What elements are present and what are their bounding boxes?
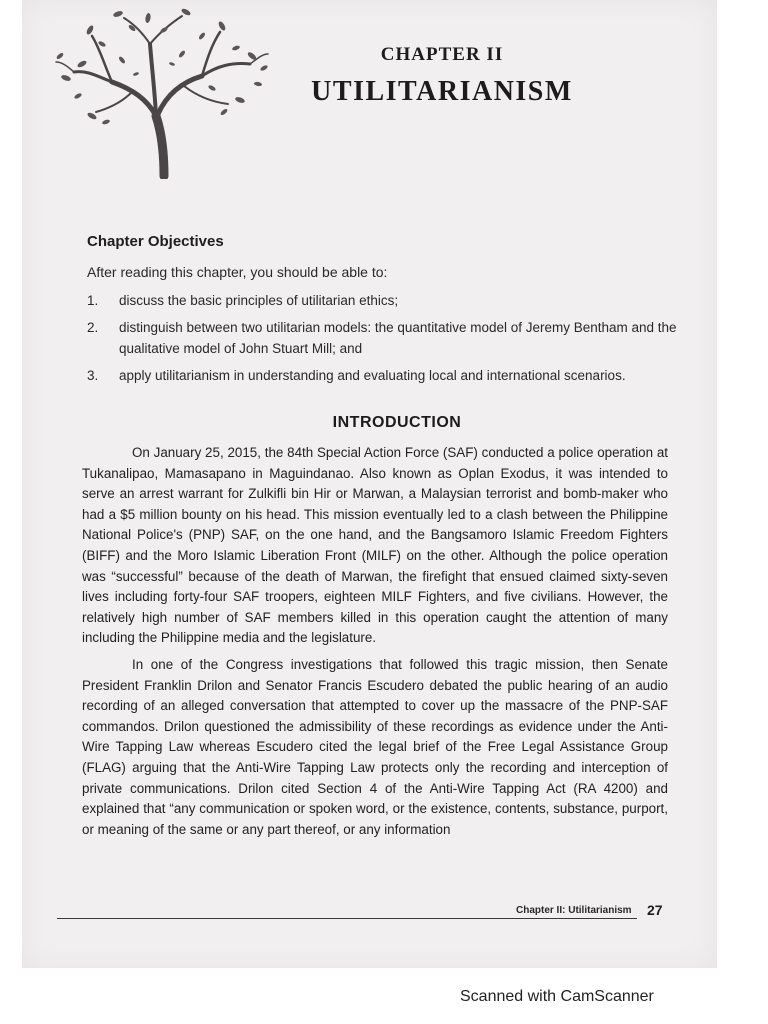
- objective-number: 1.: [87, 293, 99, 308]
- chapter-title: UTILITARIANISM: [311, 76, 573, 107]
- objectives-list: [87, 290, 677, 392]
- objective-number: 3.: [87, 368, 99, 383]
- running-footer: Chapter II: Utilitarianism: [516, 905, 632, 916]
- page-number: 27: [647, 902, 663, 918]
- scanner-watermark: Scanned with CamScanner: [460, 988, 654, 1005]
- chapter-label: CHAPTER II: [380, 44, 504, 65]
- book-page: [22, 0, 717, 968]
- introduction-heading: INTRODUCTION: [332, 414, 462, 431]
- tree-icon: [52, 4, 272, 179]
- objective-text: discuss the basic principles of utilitarian ethics;: [119, 293, 399, 308]
- objective-item: [87, 290, 677, 311]
- paragraph: In one of the Congress investigations that followed this tragic mission, then Senate President Franklin Drilon and Senator Francis Escudero debated the public hearing of an audio recording of an alleged conversation that attempted to cover up the massacre of the PNP-SAF commandos. Drilon questioned the admissibility of these recordings as evidence under the Anti-Wire Tapping Law whereas Escudero cited the legal brief of the Free Legal Assistance Group (FLAG) arguing that the Anti-Wire Tapping Law protects only the recording and interception of private communications. Drilon cited Section 4 of the Anti-Wire Tapping Act (RA 4200) and explained that “any communication or spoken word, or the existence, contents, substance, purport, or meaning of the same or any part thereof, or any information: [82, 656, 668, 837]
- introduction-body: [82, 443, 668, 846]
- objective-text: apply utilitarianism in understanding and evaluating local and international scenarios.: [119, 368, 626, 383]
- objective-item: [87, 365, 677, 386]
- footer-divider: [57, 918, 637, 919]
- objective-text: distinguish between two utilitarian models: the quantitative model of Jeremy Bentham and the qualitative model of John Stuart Mill; and: [119, 320, 677, 356]
- paragraph: On January 25, 2015, the 84th Special Action Force (SAF) conducted a police operation at Tukanalipao, Mamasapano in Maguindanao. Also known as Oplan Exodus, it was intended to serve an arrest warrant for Zulkifli bin Hir or Marwan, a Malaysian terrorist and bomb-maker who had a $5 million bounty on his head. This mission eventually led to a clash between the Philippine National Police's (PNP) SAF, on the one hand, and the Bangsamoro Islamic Freedom Fighters (BIFF) and the Moro Islamic Liberation Front (MILF) on the other. Although the police operation was “successful” because of the death of Marwan, the firefight that ensued claimed sixty-seven lives including forty-four SAF troopers, eighteen MILF Fighters, and five civilians. However, the relatively high number of SAF members killed in this operation caught the attention of many including the Philippine media and the legislature.: [82, 445, 668, 646]
- objectives-intro: After reading this chapter, you should be able to:: [87, 264, 388, 280]
- objectives-heading: Chapter Objectives: [87, 233, 224, 250]
- objective-number: 2.: [87, 320, 99, 335]
- objective-item: [87, 317, 677, 359]
